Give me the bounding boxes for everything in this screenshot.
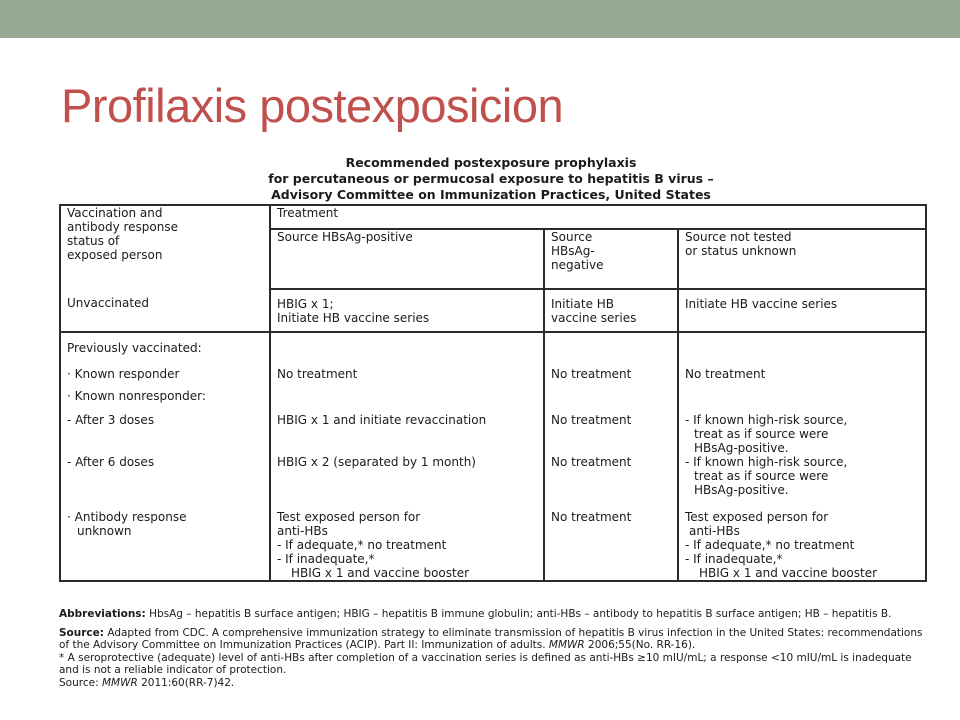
row-label: - After 6 doses (60, 455, 270, 510)
row-label: - After 3 doses (60, 413, 270, 455)
caption-line: for percutaneous or permucosal exposure to hepatitis B virus – (268, 171, 714, 186)
header-source-negative: Source HBsAg- negative (544, 229, 678, 289)
table-row (60, 367, 926, 389)
cell-positive: HBIG x 1 and initiate revaccination (270, 413, 544, 455)
cell-negative: No treatment (544, 367, 678, 389)
cell-positive: Test exposed person for anti-HBs - If adequate,* no treatment - If inadequate,* HBIG x 1 and vaccine booster (270, 510, 544, 581)
row-label: · Antibody response unknown (60, 510, 270, 581)
table-notes (59, 608, 929, 695)
prophylaxis-table (59, 204, 927, 582)
cell-unknown: Test exposed person for anti-HBs - If adequate,* no treatment - If inadequate,* HBIG x 1 and vaccine booster (678, 510, 926, 581)
table-row (60, 289, 926, 332)
cell-unknown: - If known high-risk source, treat as if source were HBsAg-positive. (678, 413, 926, 455)
table-row (60, 413, 926, 455)
source-note: Source: Adapted from CDC. A comprehensive immunization strategy to eliminate transmission of hepatitis B virus infection in the United States: recommendations of the Advisory Committee on Immunization Practices (ACIP). Part II: Immunization of adults. MMWR 2006;55(No. RR-16). * A seroprotective (adequate) level of anti-HBs after completion of a vaccination series is defined as anti-HBs ≥10 mIU/mL; a response <10 mIU/mL is inadequate and is not a reliable indicator of protection. Source: MMWR 2011:60(RR-7)42. (59, 626, 923, 689)
row-label: Unvaccinated (60, 289, 270, 332)
figure (55, 155, 927, 689)
row-label: · Known responder (60, 367, 270, 389)
cell-positive: HBIG x 2 (separated by 1 month) (270, 455, 544, 510)
cell-negative: No treatment (544, 455, 678, 510)
row-label: · Known nonresponder: (60, 389, 270, 413)
cell-unknown: - If known high-risk source, treat as if source were HBsAg-positive. (678, 455, 926, 510)
table-row (60, 510, 926, 581)
cell-negative: Initiate HB vaccine series (544, 289, 678, 332)
cell-positive: No treatment (270, 367, 544, 389)
table-row (60, 455, 926, 510)
top-accent-bar (0, 0, 960, 38)
slide-title: Profilaxis postexposicion (61, 79, 564, 132)
header-source-positive: Source HBsAg-positive (270, 229, 544, 289)
row-label: Previously vaccinated: (60, 332, 270, 367)
header-vaccination-status: Vaccination and antibody response status of exposed person (60, 205, 270, 289)
cell-unknown: No treatment (678, 367, 926, 389)
cell-unknown: Initiate HB vaccine series (678, 289, 926, 332)
figure-caption (55, 155, 927, 203)
footnote: * A seroprotective (adequate) level of anti-HBs after completion of a vaccination series is defined as anti-HBs ≥10 mIU/mL; a response <10 mIU/mL is inadequate and is not a reliable indicator of protection. (59, 651, 912, 676)
cell-negative: No treatment (544, 413, 678, 455)
table-row (60, 389, 926, 413)
abbreviations-note: Abbreviations: HbsAg – hepatitis B surface antigen; HBIG – hepatitis B immune globulin; anti-HBs – antibody to hepatitis B surface antigen; HB – hepatitis B. (59, 608, 892, 620)
caption-line: Advisory Committee on Immunization Practices, United States (271, 187, 711, 202)
table-row (60, 332, 926, 367)
cell-positive: HBIG x 1; Initiate HB vaccine series (270, 289, 544, 332)
cell-negative: No treatment (544, 510, 678, 581)
header-treatment: Treatment (270, 205, 926, 229)
header-source-unknown: Source not tested or status unknown (678, 229, 926, 289)
caption-line: Recommended postexposure prophylaxis (345, 155, 637, 170)
